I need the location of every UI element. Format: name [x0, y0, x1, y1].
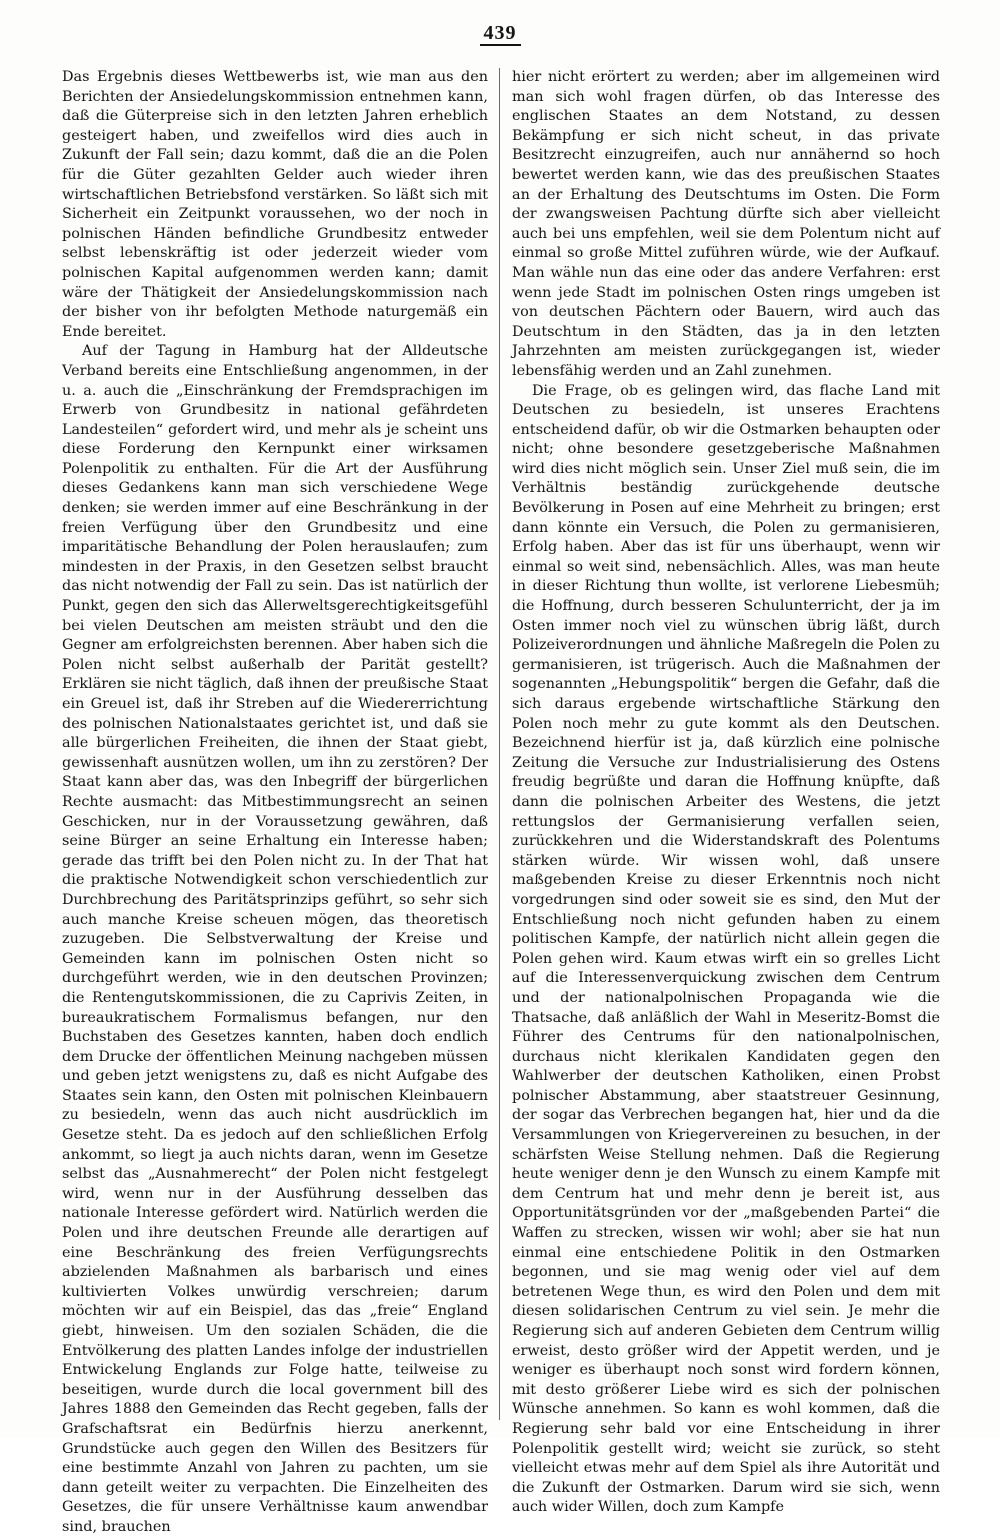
column-divider	[499, 68, 500, 1420]
left-paragraph-1: Das Ergebnis dieses Wettbewerbs ist, wie man aus den Berichten der Ansiedelungskommission entnehmen kann, daß die Güterpreise sich in den letzten Jahren erheblich gesteigert haben, und zweifellos wird dies auch in Zukunft der Fall sein; dazu kommt, daß die an die Polen für die Güter gezahlten Gelder auch wieder ihren wirtschaftlichen Betriebsfond verstärken. So läßt sich mit Sicherheit ein Zeitpunkt voraussehen, wo der noch in polnischen Händen befindliche Grundbesitz entweder selbst lebenskräftig ist oder jederzeit wieder vom polnischen Kapital aufgenommen werden kann; damit wäre der Thätigkeit der Ansiedelungskommission nach der bisher von ihr befolgten Methode naturgemäß ein Ende bereitet.	[62, 69, 488, 340]
page-number-text: 439	[480, 22, 521, 46]
left-paragraph-2: Auf der Tagung in Hamburg hat der Alldeutsche Verband bereits eine Entschließung angenommen, in der u. a. auch die „Einschränkung der Fremdsprachigen im Erwerb von Grundbesitz in national gefährdeten Landesteilen“ gefordert wird, und mehr als je scheint uns diese Forderung den Kernpunkt einer wirksamen Polenpolitik zu enthalten. Für die Art der Ausführung dieses Gedankens kann man sich verschiedene Wege denken; sie werden immer auf eine Beschränkung in der freien Verfügung über den Grundbesitz und eine imparitätische Behandlung der Polen herauslaufen; zum mindesten in der Praxis, in den Gesetzen selbst braucht das nicht notwendig der Fall zu sein. Das ist natürlich der Punkt, gegen den sich das Allerweltsgerechtigkeitsgefühl bei vielen Deutschen am meisten sträubt und den die Gegner am erfolgreichsten berennen. Aber haben sich die Polen nicht selbst außerhalb der Parität gestellt? Erklären sie nicht täglich, daß ihnen der preußische Staat ein Greuel ist, daß ihr Streben auf die Wiedererrichtung des polnischen Nationalstaates gerichtet ist, und daß sie alle bürgerlichen Freiheiten, die ihnen der Staat giebt, gewissenhaft ausnützen wollen, um ihn zu zerstören? Der Staat kann aber das, was den Inbegriff der bürgerlichen Rechte ausmacht: das Mitbestimmungsrecht an seinen Geschicken, nur in der Voraussetzung gewähren, daß seine Bürger an seine Erhaltung ein Interesse haben; gerade das trifft bei den Polen nicht zu. In der That hat die praktische Notwendigkeit schon verschiedentlich zur Durchbrechung des Paritätsprinzips geführt, so sehr sich auch manche Kreise scheuen mögen, das theoretisch zuzugeben. Die Selbstverwaltung der Kreise und Gemeinden kann im polnischen Osten nicht so durchgeführt werden, wie in den deutschen Provinzen; die Rentengutskommissionen, die zu Caprivis Zeiten, in bureaukratischem Formalismus befangen, nur den Buchstaben des Gesetzes kannten, haben doch endlich dem Drucke der öffentlichen Meinung nachgeben müssen und geben jetzt wenigstens zu, daß es nicht Aufgabe des Staates sein kann, den Osten mit polnischen Kleinbauern zu besiedeln, wenn das auch nicht ausdrücklich im Gesetze steht. Da es jedoch auf den schließlichen Erfolg ankommt, so liegt ja auch nichts daran, wenn im Gesetze selbst das „Ausnahmerecht“ der Polen nicht festgelegt wird, wenn nur in der Ausführung desselben das nationale Interesse gefördert wird. Natürlich werden die Polen und ihre deutschen Freunde alle derartigen auf eine Beschränkung des freien Verfügungsrechts abzielenden Maßnahmen als barbarisch und eines kultivierten Volkes unwürdig verschreien; darum möchten wir auf ein Beispiel, das das „freie“ England giebt, hinweisen. Um den sozialen Schäden, die die Entvölkerung des platten Landes infolge der industriellen Entwickelung Englands zur Folge hatte, teilweise zu beseitigen, wurde durch die local government bill des Jahres 1888 den Gemeinden das Recht gegeben, falls der Grafschaftsrat ein Bedürfnis hierzu anerkennt, Grundstücke auch gegen den Willen des Besitzers für eine bestimmte Anzahl von Jahren zu pachten, um sie dann geteilt weiter zu verpachten. Die Einzelheiten des Gesetzes, die für unsere Verhältnisse kaum anwendbar sind, brauchen	[62, 343, 488, 1535]
page-number	[0, 22, 1000, 45]
right-column	[512, 68, 940, 1516]
right-paragraph-1: hier nicht erörtert zu werden; aber im allgemeinen wird man sich wohl fragen dürfen, ob das Interesse des englischen Staates an dem Notstand, zu dessen Bekämpfung er sich nicht scheut, in das private Besitzrecht einzugreifen, auch nur annähernd so hoch bewertet werden kann, wie das des preußischen Staates an der Erhaltung des Deutschtums im Osten. Die Form der zwangsweisen Pachtung dürfte sich aber vielleicht auch bei uns empfehlen, weil sie dem Polentum nicht auf einmal so große Mittel zuführen würde, wie der Aufkauf. Man wähle nun das eine oder das andere Verfahren: erst wenn jede Stadt im polnischen Osten rings umgeben ist von deutschen Pächtern oder Bauern, wird auch das Deutschtum in den Städten, das ja in den letzten Jahrzehnten am meisten zurückgegangen ist, wieder lebensfähig werden und an Zahl zunehmen.	[512, 69, 940, 379]
right-paragraph-2: Die Frage, ob es gelingen wird, das flache Land mit Deutschen zu besiedeln, ist unseres Erachtens entscheidend dafür, ob wir die Ostmarken behaupten oder nicht; ohne besondere gesetzgeberische Maßnahmen wird dies nicht möglich sein. Unser Ziel muß sein, die im Verhältnis beständig zurückgehende deutsche Bevölkerung in Posen auf eine Mehrheit zu bringen; erst dann könnte ein Versuch, die Polen zu germanisieren, Erfolg haben. Aber das ist für uns überhaupt, wenn wir einmal so weit sind, nebensächlich. Alles, was man heute in dieser Richtung thun wollte, ist verlorene Liebesmüh; die Hoffnung, durch besseren Schulunterricht, der ja im Osten immer noch viel zu wünschen übrig läßt, durch Polizeiverordnungen und ähnliche Maßregeln die Polen zu germanisieren, ist trügerisch. Auch die Maßnahmen der sogenannten „Hebungspolitik“ bergen die Gefahr, daß die sich daraus ergebende wirtschaftliche Stärkung den Polen noch mehr zu gute kommt als den Deutschen. Bezeichnend hierfür ist ja, daß kürzlich eine polnische Zeitung die Versuche zur Industrialisierung des Ostens freudig begrüßte und daran die Hoffnung knüpfte, daß dann die polnischen Arbeiter des Westens, die jetzt rettungslos der Germanisierung verfallen seien, zurückkehren und die Widerstandskraft des Polentums stärken würde. Wir wissen wohl, daß unsere maßgebenden Kreise zu dieser Erkenntnis noch nicht vorgedrungen sind oder soweit sie es sind, den Mut der Entschließung noch nicht gefunden haben zu einem politischen Kampfe, der natürlich nicht allein gegen die Polen gehen wird. Kaum etwas wirft ein so grelles Licht auf die Interessenverquickung zwischen dem Centrum und der nationalpolnischen Propaganda wie die Thatsache, daß anläßlich der Wahl in Meseritz-Bomst die Führer des Centrums für den nationalpolnischen, durchaus nicht klerikalen Kandidaten gegen den Wahlwerber der deutschen Katholiken, einen Probst polnischer Abstammung, aber staatstreuer Gesinnung, der sogar das Verbrechen begangen hat, hier und da die Versammlungen von Kriegervereinen zu besuchen, in der schärfsten Weise Stellung nehmen. Daß die Regierung heute weniger denn je den Wunsch zu einem Kampfe mit dem Centrum hat und mehr denn je bereit ist, aus Opportunitätsgründen vor der „maßgebenden Partei“ die Waffen zu strecken, wissen wir wohl; aber sie hat nun einmal eine entschiedene Politik in den Ostmarken begonnen, und sie mag wenig oder viel auf dem betretenen Wege thun, es wird den Polen und dem mit diesen solidarischen Centrum zu viel sein. Je mehr die Regierung sich auf anderen Gebieten dem Centrum willig erweist, desto größer wird der Appetit werden, und je weniger es überhaupt noch sonst wird fordern können, mit desto größerer Liebe wird es sich der polnischen Wünsche annehmen. So kann es wohl kommen, daß die Regierung sehr bald vor eine Entscheidung in ihrer Polenpolitik gestellt wird; weicht sie zurück, so steht vielleicht etwas mehr auf dem Spiel als ihre Autorität und die Zukunft der Ostmarken. Darum wird sie sich, wenn auch wider Willen, doch zum Kampfe	[512, 382, 940, 1516]
left-column	[62, 68, 488, 1535]
